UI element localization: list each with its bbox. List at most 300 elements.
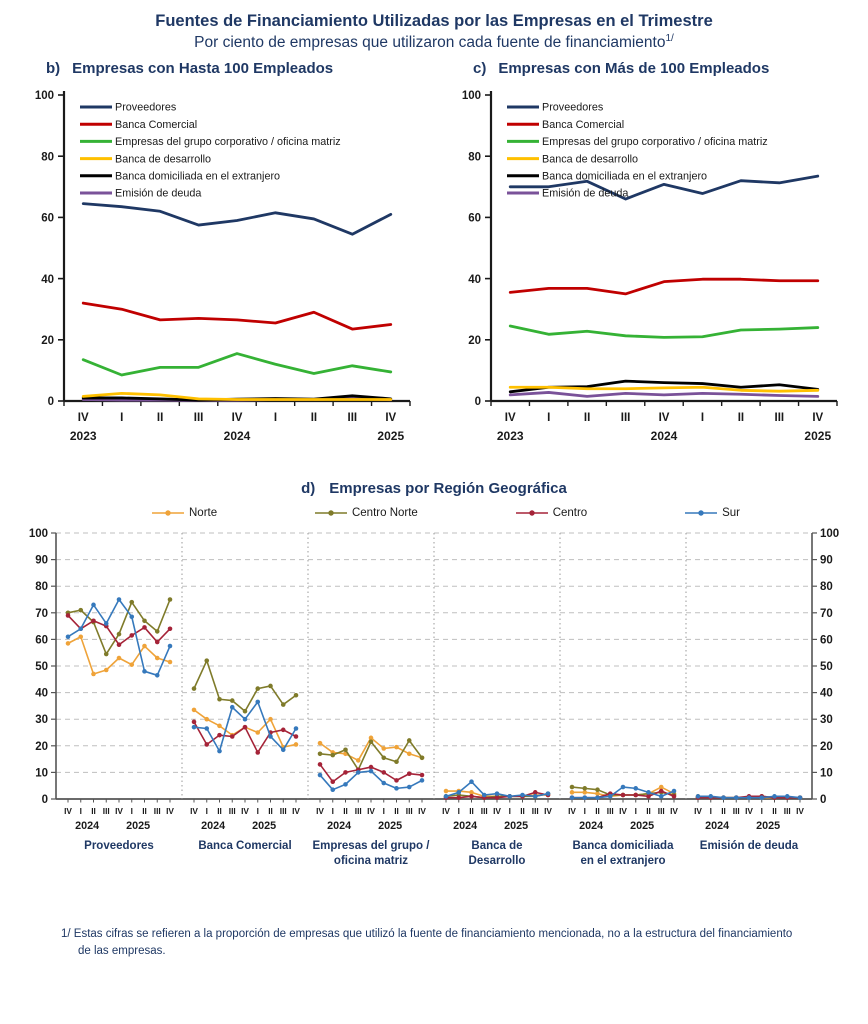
series-point [747,796,752,801]
x-tick-label: IV [568,806,576,817]
series-point [420,756,425,761]
chart-d-title-text: Empresas por Región Geográfica [329,480,567,498]
series-point [168,597,173,602]
x-tick-label: III [732,806,740,817]
series-line-empresas-del-grupo-corporativo-oficina-matriz [510,326,818,337]
series-point [129,633,134,638]
y-tick-label: 80 [468,151,481,164]
series-point [672,794,677,799]
series-point [155,640,160,645]
series-point [546,792,551,797]
series-point [659,794,664,799]
group-label-banca-de-desarrollo: Banca de [471,840,523,853]
series-point [608,794,613,799]
series-point [142,625,147,630]
series-point [281,702,286,707]
series-point [520,793,525,798]
x-tick-label: II [142,806,147,817]
series-point [255,700,260,705]
x-tick-label: I [130,806,133,817]
series-point [444,794,449,799]
series-point [595,796,600,801]
y-tick-label-right: 10 [820,767,833,780]
series-point [142,669,147,674]
x-tick-label: IV [292,806,300,817]
series-point [129,615,134,620]
x-tick-label: I [205,806,208,817]
x-tick-label: II [595,806,600,817]
chart-d-wrap [0,521,868,892]
group-label-empresas-del-grupo-oficina-matriz: Empresas del grupo / [312,840,430,853]
x-tick-label: III [279,806,287,817]
x-tick-label: IV [241,806,249,817]
x-tick-label: IV [619,806,627,817]
series-point [142,619,147,624]
y-tick-label-left: 20 [35,740,48,753]
x-tick-label: III [606,806,614,817]
x-tick-label: I [634,806,637,817]
series-point [330,753,335,758]
series-point [343,782,348,787]
series-point [117,632,122,637]
series-point [772,794,777,799]
series-point [66,613,71,618]
y-tick-label: 0 [474,396,481,409]
series-point [243,717,248,722]
series-point [381,770,386,775]
series-point [570,785,575,790]
legend-marker-sur-icon [683,508,719,518]
series-point [444,789,449,794]
x-tick-label: III [153,806,161,817]
x-year-label: 2025 [126,820,151,833]
chart-c-title-prefix: c) [473,60,487,78]
series-point [633,793,638,798]
x-year-label: 2025 [756,820,781,833]
series-point [168,627,173,632]
group-label-proveedores: Proveedores [84,840,154,853]
series-point [66,641,71,646]
series-line-centro-norte-banca-comercial [194,661,296,712]
series-point [369,736,374,741]
series-line-empresas-del-grupo-corporativo-oficina-matriz [83,354,391,375]
series-point [633,786,638,791]
series-point [78,608,83,613]
series-point [294,693,299,698]
x-year-label: 2025 [378,820,403,833]
series-point [168,644,173,649]
series-point [91,672,96,677]
x-tick-label: III [405,806,413,817]
series-line-emisión-de-deuda [510,393,818,397]
x-tick-label: IV [385,412,397,425]
x-tick-label: III [347,412,358,425]
x-tick-label: I [457,806,460,817]
series-point [268,734,273,739]
x-year-label: 2024 [453,820,478,833]
x-tick-label: II [156,412,164,425]
y-tick-label: 60 [41,212,54,225]
x-tick-label: IV [115,806,123,817]
x-tick-label: II [520,806,525,817]
x-tick-label: I [273,412,278,425]
y-tick-label-left: 10 [35,767,48,780]
series-point [318,741,323,746]
legend-label-banca-domiciliada-en-el-extranjero: Banca domiciliada en el extranjero [115,170,281,183]
series-point [394,786,399,791]
series-point [204,726,209,731]
series-point [646,790,651,795]
x-tick-label: III [531,806,539,817]
chart-d-title [0,480,868,497]
series-line-banca-comercial [83,303,391,329]
x-tick-label: II [469,806,474,817]
y-tick-label-left: 0 [41,794,48,807]
page-title: Fuentes de Financiamiento Utilizadas por las Empresas en el Trimestre [155,12,713,30]
x-tick-label: I [508,806,511,817]
legend-label-norte: Norte [189,507,218,520]
x-tick-label: II [721,806,726,817]
legend-label-proveedores: Proveedores [542,101,604,114]
legend-item-centro-norte [313,507,418,519]
series-point [343,770,348,775]
x-tick-label: IV [64,806,72,817]
series-point [659,789,664,794]
x-year-label: 2025 [377,429,405,444]
y-tick-label-right: 60 [820,634,833,647]
series-point [155,673,160,678]
footnote: 1/ Estas cifras se refieren a la proporción de empresas que utilizó la fuente de financiamiento mencionada, no a la estructura del financiamiento de las empresas. [61,928,793,958]
x-year-label: 2024 [201,820,226,833]
page-subtitle-text: Por ciento de empresas que utilizaron cada fuente de financiamiento [194,34,666,52]
x-tick-label: IV [812,412,824,425]
x-year-label: 2023 [496,429,524,444]
x-tick-label: I [331,806,334,817]
x-tick-label: II [268,806,273,817]
series-point [721,796,726,801]
series-point [91,603,96,608]
x-tick-label: IV [670,806,678,817]
series-point [217,749,222,754]
series-point [394,745,399,750]
series-point [78,635,83,640]
series-line-banca-comercial [510,279,818,294]
x-tick-label: IV [316,806,324,817]
legend-item-centro [514,507,588,519]
x-tick-label: IV [418,806,426,817]
legend-marker-norte-icon [150,508,186,518]
series-point [570,796,575,801]
x-year-label: 2023 [69,429,97,444]
y-tick-label: 40 [41,273,54,286]
series-point [330,780,335,785]
series-point [369,765,374,770]
legend-item-norte [150,507,217,519]
x-tick-label: II [217,806,222,817]
series-point [646,794,651,799]
x-tick-label: I [547,412,551,425]
x-year-label: 2024 [650,429,678,444]
series-point [204,659,209,664]
y-tick-label-left: 50 [35,661,48,674]
x-year-label: 2024 [705,820,730,833]
legend-label-emisión-de-deuda: Emisión de deuda [115,187,202,200]
legend-label-sur: Sur [722,507,740,520]
y-tick-label-left: 30 [35,714,48,727]
group-label-banca-de-desarrollo: Desarrollo [468,855,526,868]
y-tick-label: 100 [34,90,54,103]
series-point [281,728,286,733]
series-point [785,794,790,799]
chart-c-title-text: Empresas con Más de 100 Empleados [498,60,770,78]
series-point [294,734,299,739]
series-point [582,796,587,801]
series-point [294,742,299,747]
series-point [369,769,374,774]
x-tick-label: IV [694,806,702,817]
x-tick-label: I [120,412,124,425]
series-point [407,785,412,790]
chart-b-canvas [18,81,420,463]
legend-item-sur [683,507,740,519]
chart-panel-c [445,60,850,468]
y-tick-label: 100 [461,90,481,103]
x-tick-label: II [772,806,777,817]
series-line-proveedores [83,204,391,235]
y-tick-label-right: 80 [820,581,833,594]
x-tick-label: IV [442,806,450,817]
series-point [672,789,677,794]
report-footer [0,926,868,961]
chart-d-legend [0,507,868,519]
x-year-label: 2024 [327,820,352,833]
series-point [168,660,173,665]
series-point [570,790,575,795]
series-point [155,656,160,661]
y-tick-label-right: 100 [820,528,840,541]
x-year-label: 2024 [579,820,604,833]
page-subtitle [0,33,868,52]
series-point [294,726,299,731]
x-tick-label: IV [544,806,552,817]
series-point [104,668,109,673]
series-point [582,790,587,795]
series-point [155,629,160,634]
series-point [482,793,487,798]
series-point [217,697,222,702]
chart-c-title [445,60,850,77]
series-point [192,708,197,713]
series-line-norte-proveedores [68,637,170,674]
series-point [66,635,71,640]
series-point [759,796,764,801]
series-point [407,752,412,757]
series-point [281,748,286,753]
y-tick-label-left: 80 [35,581,48,594]
y-tick-label: 80 [41,151,54,164]
chart-d-title-prefix: d) [301,480,316,498]
series-point [243,709,248,714]
x-tick-label: III [620,412,631,425]
series-point [204,742,209,747]
x-tick-label: IV [658,412,670,425]
series-point [117,597,122,602]
series-point [407,738,412,743]
x-tick-label: IV [77,412,89,425]
x-tick-label: III [102,806,110,817]
legend-label-centro-norte: Centro Norte [351,507,418,520]
series-point [582,786,587,791]
series-point [255,686,260,691]
y-tick-label-right: 40 [820,687,833,700]
chart-b-title-prefix: b) [46,60,61,78]
series-point [469,790,474,795]
x-year-label: 2025 [630,820,655,833]
x-tick-label: I [709,806,712,817]
series-point [621,785,626,790]
charts-row-bc [0,60,868,468]
group-label-empresas-del-grupo-oficina-matriz: oficina matriz [333,855,409,868]
series-point [117,643,122,648]
series-point [469,794,474,799]
series-point [533,790,538,795]
legend-marker-centro-norte-icon [313,508,349,518]
y-tick-label-left: 90 [35,554,48,567]
group-label-banca-domiciliada-en-el-extranjero: Banca domiciliada [572,840,674,853]
legend-label-banca-comercial: Banca Comercial [542,119,625,132]
series-point [407,772,412,777]
series-point [255,750,260,755]
report-header [0,12,868,52]
x-tick-label: III [354,806,362,817]
series-point [495,792,500,797]
series-point [456,796,461,801]
series-point [394,760,399,765]
series-point [595,788,600,793]
series-point [381,781,386,786]
series-point [243,725,248,730]
x-tick-label: III [228,806,236,817]
series-point [192,686,197,691]
series-point [268,717,273,722]
series-point [696,794,701,799]
x-tick-label: IV [493,806,501,817]
chart-b-title-text: Empresas con Hasta 100 Empleados [72,60,334,78]
x-tick-label: III [480,806,488,817]
legend-label-banca-comercial: Banca Comercial [115,119,198,132]
legend-label-proveedores: Proveedores [115,101,177,114]
legend-label-banca-de-desarrollo: Banca de desarrollo [542,153,639,166]
group-label-banca-domiciliada-en-el-extranjero: en el extranjero [580,855,666,868]
series-point [369,740,374,745]
x-tick-label: III [774,412,785,425]
series-point [318,752,323,757]
x-tick-label: I [583,806,586,817]
x-tick-label: II [737,412,745,425]
series-point [621,793,626,798]
x-year-label: 2024 [75,820,100,833]
series-point [356,770,361,775]
x-tick-label: IV [166,806,174,817]
series-point [217,724,222,729]
chart-panel-d [0,480,868,892]
chart-d-canvas [14,521,854,887]
x-year-label: 2025 [252,820,277,833]
series-point [230,734,235,739]
series-line-banca-de-desarrollo [510,387,818,391]
x-tick-label: I [760,806,763,817]
legend-label-emisión-de-deuda: Emisión de deuda [542,187,629,200]
chart-c-canvas [445,81,847,463]
series-point [104,621,109,626]
series-point [78,627,83,632]
x-year-label: 2025 [804,429,832,444]
legend-marker-centro-icon [514,508,550,518]
y-tick-label-left: 100 [28,528,48,541]
y-tick-label: 40 [468,273,481,286]
series-point [394,778,399,783]
series-point [469,780,474,785]
y-tick-label: 20 [468,335,481,348]
x-tick-label: II [394,806,399,817]
x-year-label: 2025 [504,820,529,833]
series-point [230,705,235,710]
x-tick-label: IV [367,806,375,817]
x-tick-label: I [79,806,82,817]
series-point [659,785,664,790]
chart-panel-b [18,60,423,468]
series-point [708,794,713,799]
group-label-banca-comercial: Banca Comercial [198,840,292,853]
series-point [142,644,147,649]
series-point [507,794,512,799]
legend-label-banca-domiciliada-en-el-extranjero: Banca domiciliada en el extranjero [542,170,708,183]
y-tick-label-right: 0 [820,794,827,807]
series-point [420,778,425,783]
legend-label-banca-de-desarrollo: Banca de desarrollo [115,153,212,166]
series-point [230,698,235,703]
x-tick-label: III [193,412,204,425]
x-tick-label: IV [231,412,243,425]
series-point [129,663,134,668]
y-tick-label: 60 [468,212,481,225]
y-tick-label: 20 [41,335,54,348]
x-tick-label: II [310,412,318,425]
chart-b-title [18,60,423,77]
x-tick-label: I [382,806,385,817]
legend-label-empresas-del-grupo-corporativo-oficina-matriz: Empresas del grupo corporativo / oficina matriz [542,136,768,149]
series-point [381,756,386,761]
y-tick-label-right: 30 [820,714,833,727]
series-point [456,790,461,795]
series-point [356,758,361,763]
y-tick-label-right: 90 [820,554,833,567]
series-point [595,792,600,797]
series-point [268,684,273,689]
series-point [192,720,197,725]
series-point [381,746,386,751]
series-point [204,717,209,722]
x-tick-label: III [657,806,665,817]
series-line-sur-proveedores [68,600,170,676]
series-point [318,762,323,767]
series-point [117,656,122,661]
series-point [91,619,96,624]
series-point [343,748,348,753]
x-tick-label: I [256,806,259,817]
x-tick-label: II [646,806,651,817]
x-tick-label: II [583,412,591,425]
